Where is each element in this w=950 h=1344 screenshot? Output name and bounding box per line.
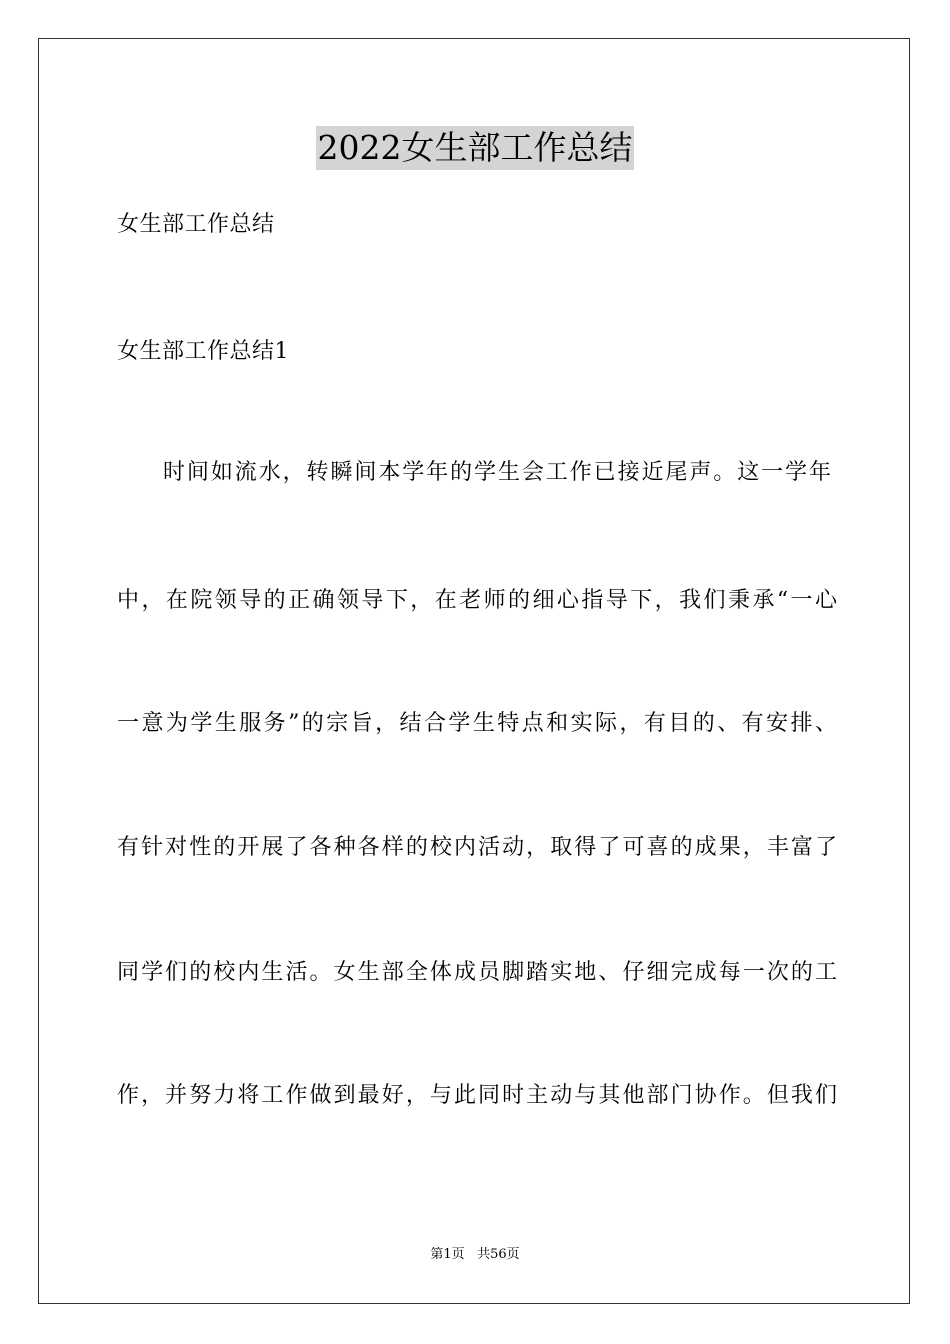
paragraph-line: 作，并努力将工作做到最好，与此同时主动与其他部门协作。但我们 [117,1083,837,1108]
paragraph-line: 同学们的校内生活。女生部全体成员脚踏实地、仔细完成每一次的工 [117,960,837,985]
page-footer [0,1246,950,1264]
paragraph-line: 中，在院领导的正确领导下，在老师的细心指导下，我们秉承“一心 [117,588,837,613]
paragraph-line: 有针对性的开展了各种各样的校内活动，取得了可喜的成果，丰富了 [117,835,837,860]
title-container [0,126,950,170]
document-subtitle: 女生部工作总结 [117,212,275,237]
paragraph-line: 一意为学生服务”的宗旨，结合学生特点和实际，有目的、有安排、 [117,711,837,736]
paragraph-line: 时间如流水，转瞬间本学年的学生会工作已接近尾声。这一学年 [163,460,831,485]
page-total: 共56页 [477,1247,520,1262]
section-heading: 女生部工作总结1 [117,339,289,364]
page-number: 第1页 [430,1247,465,1262]
document-title: 2022女生部工作总结 [316,126,635,170]
